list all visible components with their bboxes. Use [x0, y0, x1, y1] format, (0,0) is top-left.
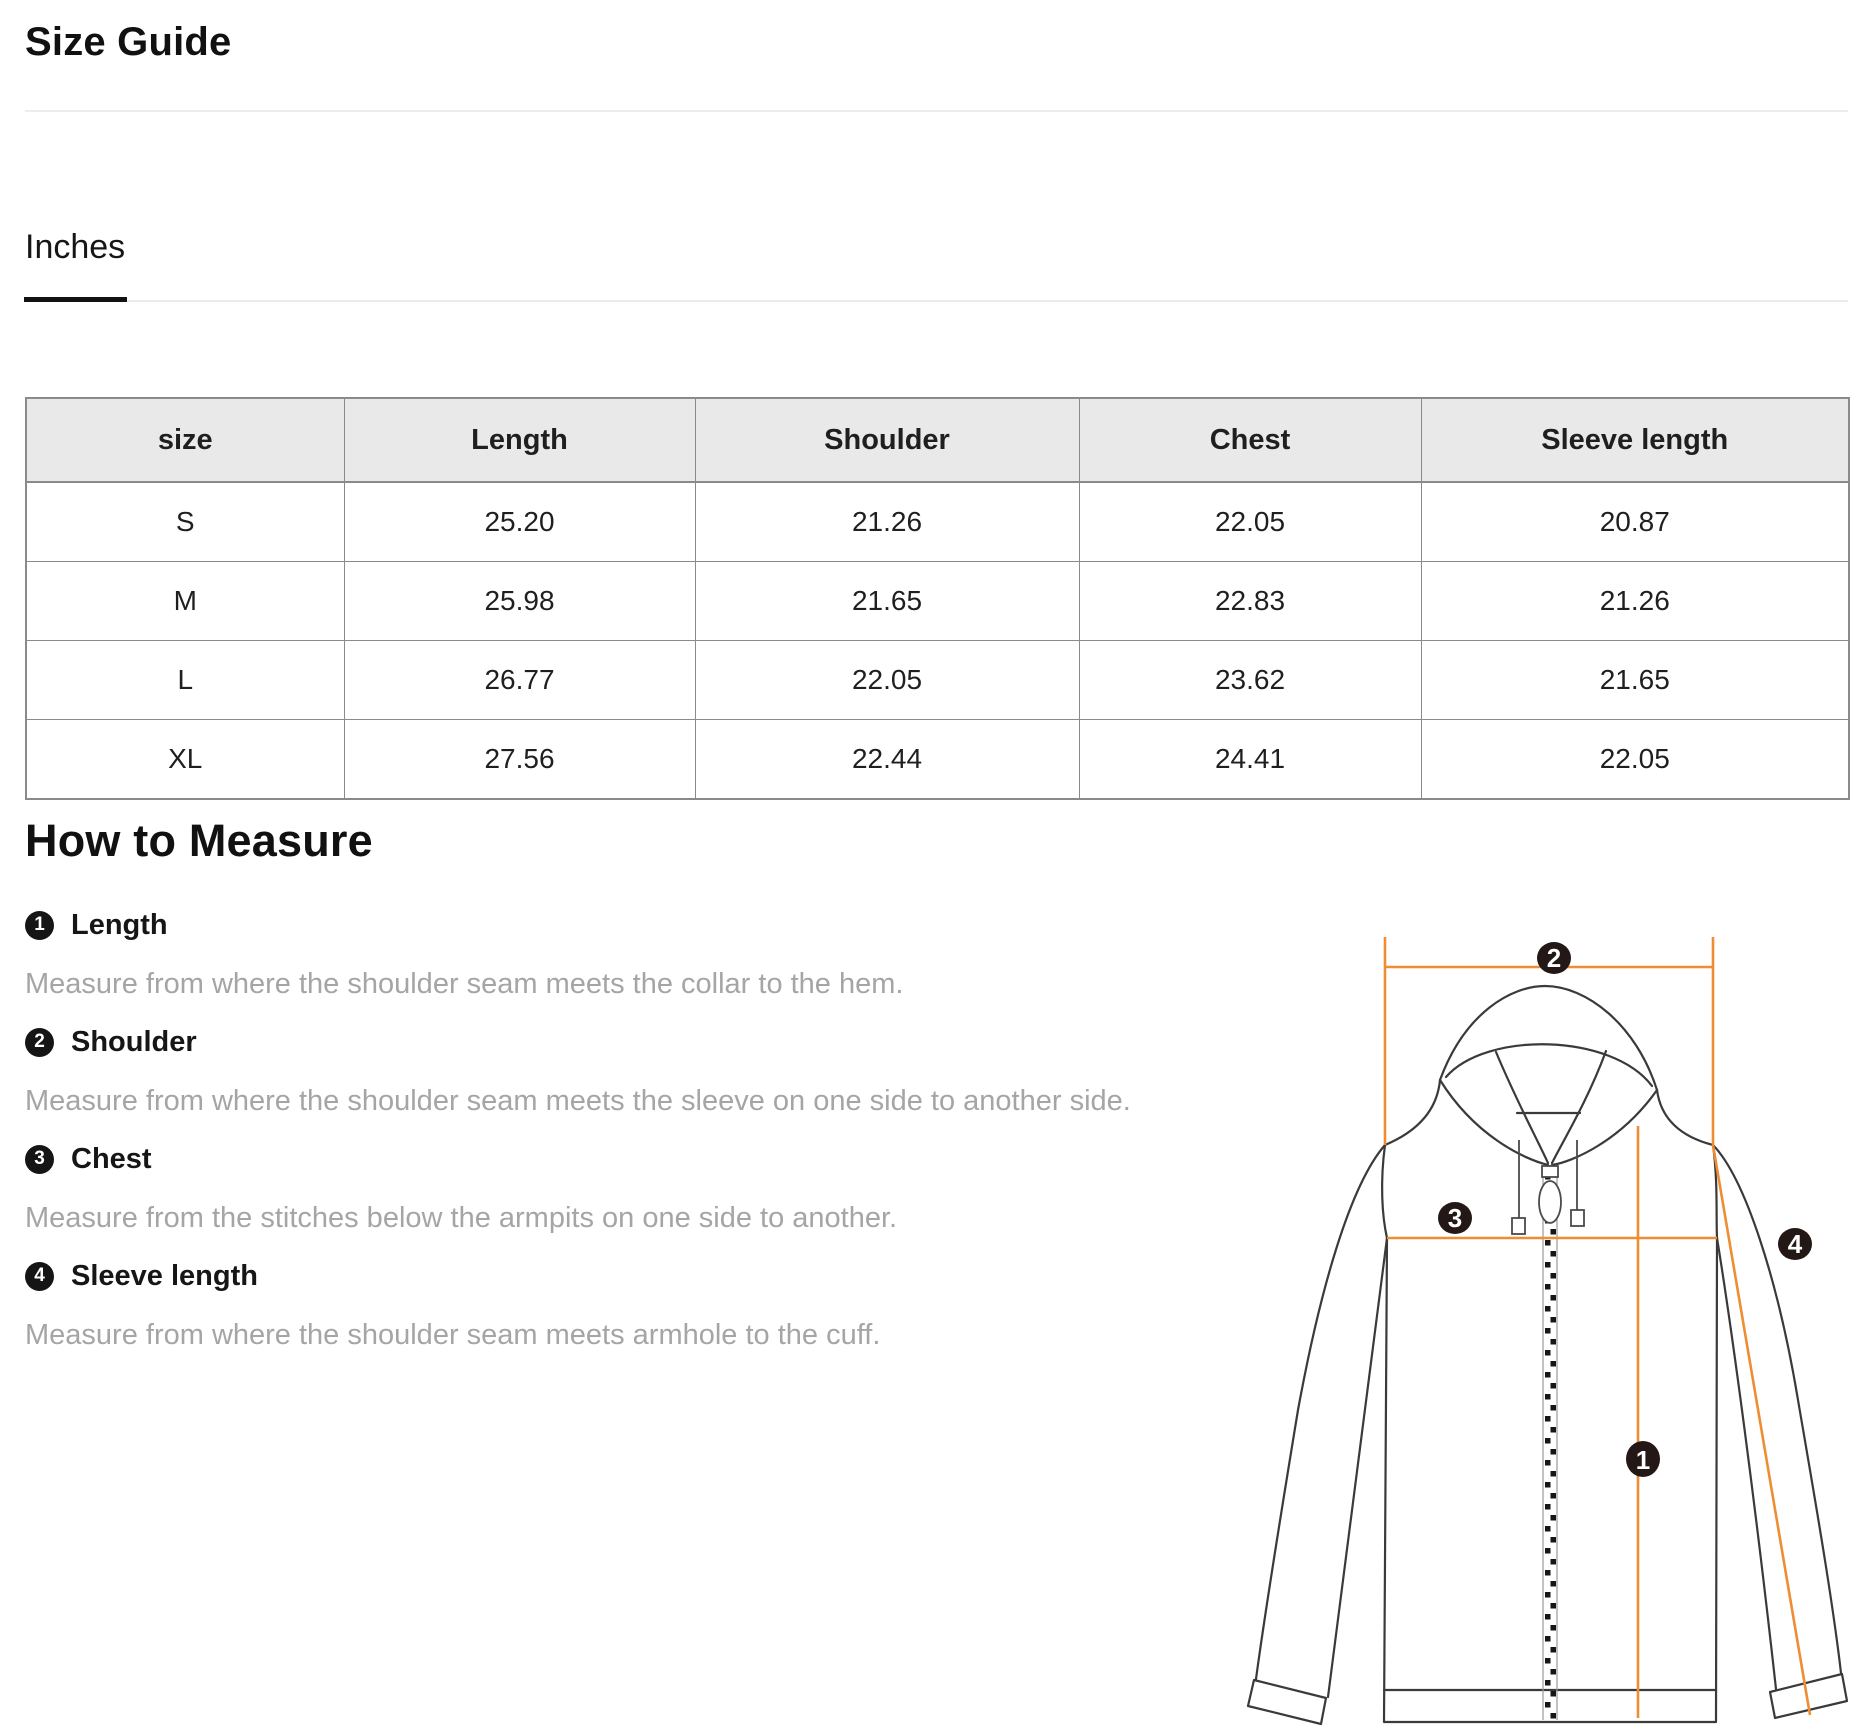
badge-4-number: 4 — [1787, 1229, 1803, 1259]
number-2-badge: 2 — [25, 1028, 54, 1057]
col-header-sleeve-length: Sleeve length — [1421, 398, 1849, 482]
tab-inches[interactable]: Inches — [25, 228, 126, 266]
body-left-seam — [1382, 1145, 1387, 1238]
zipper — [1539, 1166, 1561, 1720]
badge-1-number: 1 — [1635, 1445, 1651, 1475]
how-to-measure-heading: How to Measure — [25, 815, 373, 866]
hood-inner-v-left — [1496, 1052, 1548, 1163]
page-title: Size Guide — [25, 20, 232, 64]
number-1-badge: 1 — [25, 911, 54, 940]
measurement-lines — [1385, 937, 1810, 1718]
col-header-size: size — [26, 398, 344, 482]
hood-collar-left — [1440, 1080, 1548, 1165]
number-4-badge: 4 — [25, 1262, 54, 1291]
measure-item-sleeve-length — [25, 1258, 258, 1294]
table-row — [26, 562, 1849, 641]
cell-shoulder: 21.26 — [695, 482, 1079, 562]
hoodie-illustration — [1240, 900, 1860, 1732]
number-3-badge: 3 — [25, 1145, 54, 1174]
cell-shoulder: 22.05 — [695, 641, 1079, 720]
badge-2-number: 2 — [1546, 943, 1562, 973]
cell-length: 25.20 — [344, 482, 695, 562]
hood-inner-rim — [1446, 1044, 1652, 1086]
table-row — [26, 720, 1849, 800]
cell-length: 26.77 — [344, 641, 695, 720]
measure-item-label: Shoulder — [71, 1025, 197, 1058]
tab-track-line — [25, 300, 1848, 302]
zipper-pull — [1542, 1166, 1558, 1177]
cell-shoulder: 22.44 — [695, 720, 1079, 800]
zipper-slider — [1539, 1181, 1561, 1223]
measure-item-label: Length — [71, 908, 168, 941]
cell-chest: 24.41 — [1079, 720, 1421, 800]
measure-item-shoulder — [25, 1024, 197, 1060]
left-sleeve-inner — [1328, 1238, 1387, 1697]
cell-sleeve-length: 21.65 — [1421, 641, 1849, 720]
cell-size: XL — [26, 720, 344, 800]
measure-item-length — [25, 907, 168, 943]
badge-3-number: 3 — [1447, 1203, 1463, 1233]
header-divider — [25, 110, 1848, 112]
cell-size: M — [26, 562, 344, 641]
measure-item-description: Measure from where the shoulder seam meets armhole to the cuff. — [25, 1319, 881, 1351]
left-shoulder-seam — [1385, 1080, 1440, 1145]
table-row — [26, 482, 1849, 562]
col-header-shoulder: Shoulder — [695, 398, 1079, 482]
measure-item-description: Measure from where the shoulder seam meets the sleeve on one side to another side. — [25, 1085, 1131, 1117]
cell-length: 27.56 — [344, 720, 695, 800]
right-shoulder-seam — [1657, 1090, 1713, 1145]
col-header-length: Length — [344, 398, 695, 482]
cell-chest: 22.05 — [1079, 482, 1421, 562]
cell-shoulder: 21.65 — [695, 562, 1079, 641]
col-header-chest: Chest — [1079, 398, 1421, 482]
cell-sleeve-length: 21.26 — [1421, 562, 1849, 641]
cell-size: S — [26, 482, 344, 562]
size-table — [25, 397, 1850, 800]
measure-item-chest — [25, 1141, 152, 1177]
hood-outline — [1440, 986, 1657, 1090]
left-cuff — [1248, 1680, 1326, 1724]
cell-size: L — [26, 641, 344, 720]
measure-item-description: Measure from where the shoulder seam meets the collar to the hem. — [25, 968, 904, 1000]
cell-sleeve-length: 20.87 — [1421, 482, 1849, 562]
cell-sleeve-length: 22.05 — [1421, 720, 1849, 800]
table-row — [26, 641, 1849, 720]
cell-length: 25.98 — [344, 562, 695, 641]
hood-collar-right — [1552, 1090, 1657, 1165]
cell-chest: 23.62 — [1079, 641, 1421, 720]
right-sleeve — [1713, 1145, 1841, 1673]
size-table-header-row — [26, 398, 1849, 482]
measure-item-label: Chest — [71, 1142, 152, 1175]
measure-item-label: Sleeve length — [71, 1259, 258, 1292]
measure-item-description: Measure from the stitches below the armpits on one side to another. — [25, 1202, 898, 1234]
cell-chest: 22.83 — [1079, 562, 1421, 641]
active-tab-underline — [24, 297, 127, 302]
